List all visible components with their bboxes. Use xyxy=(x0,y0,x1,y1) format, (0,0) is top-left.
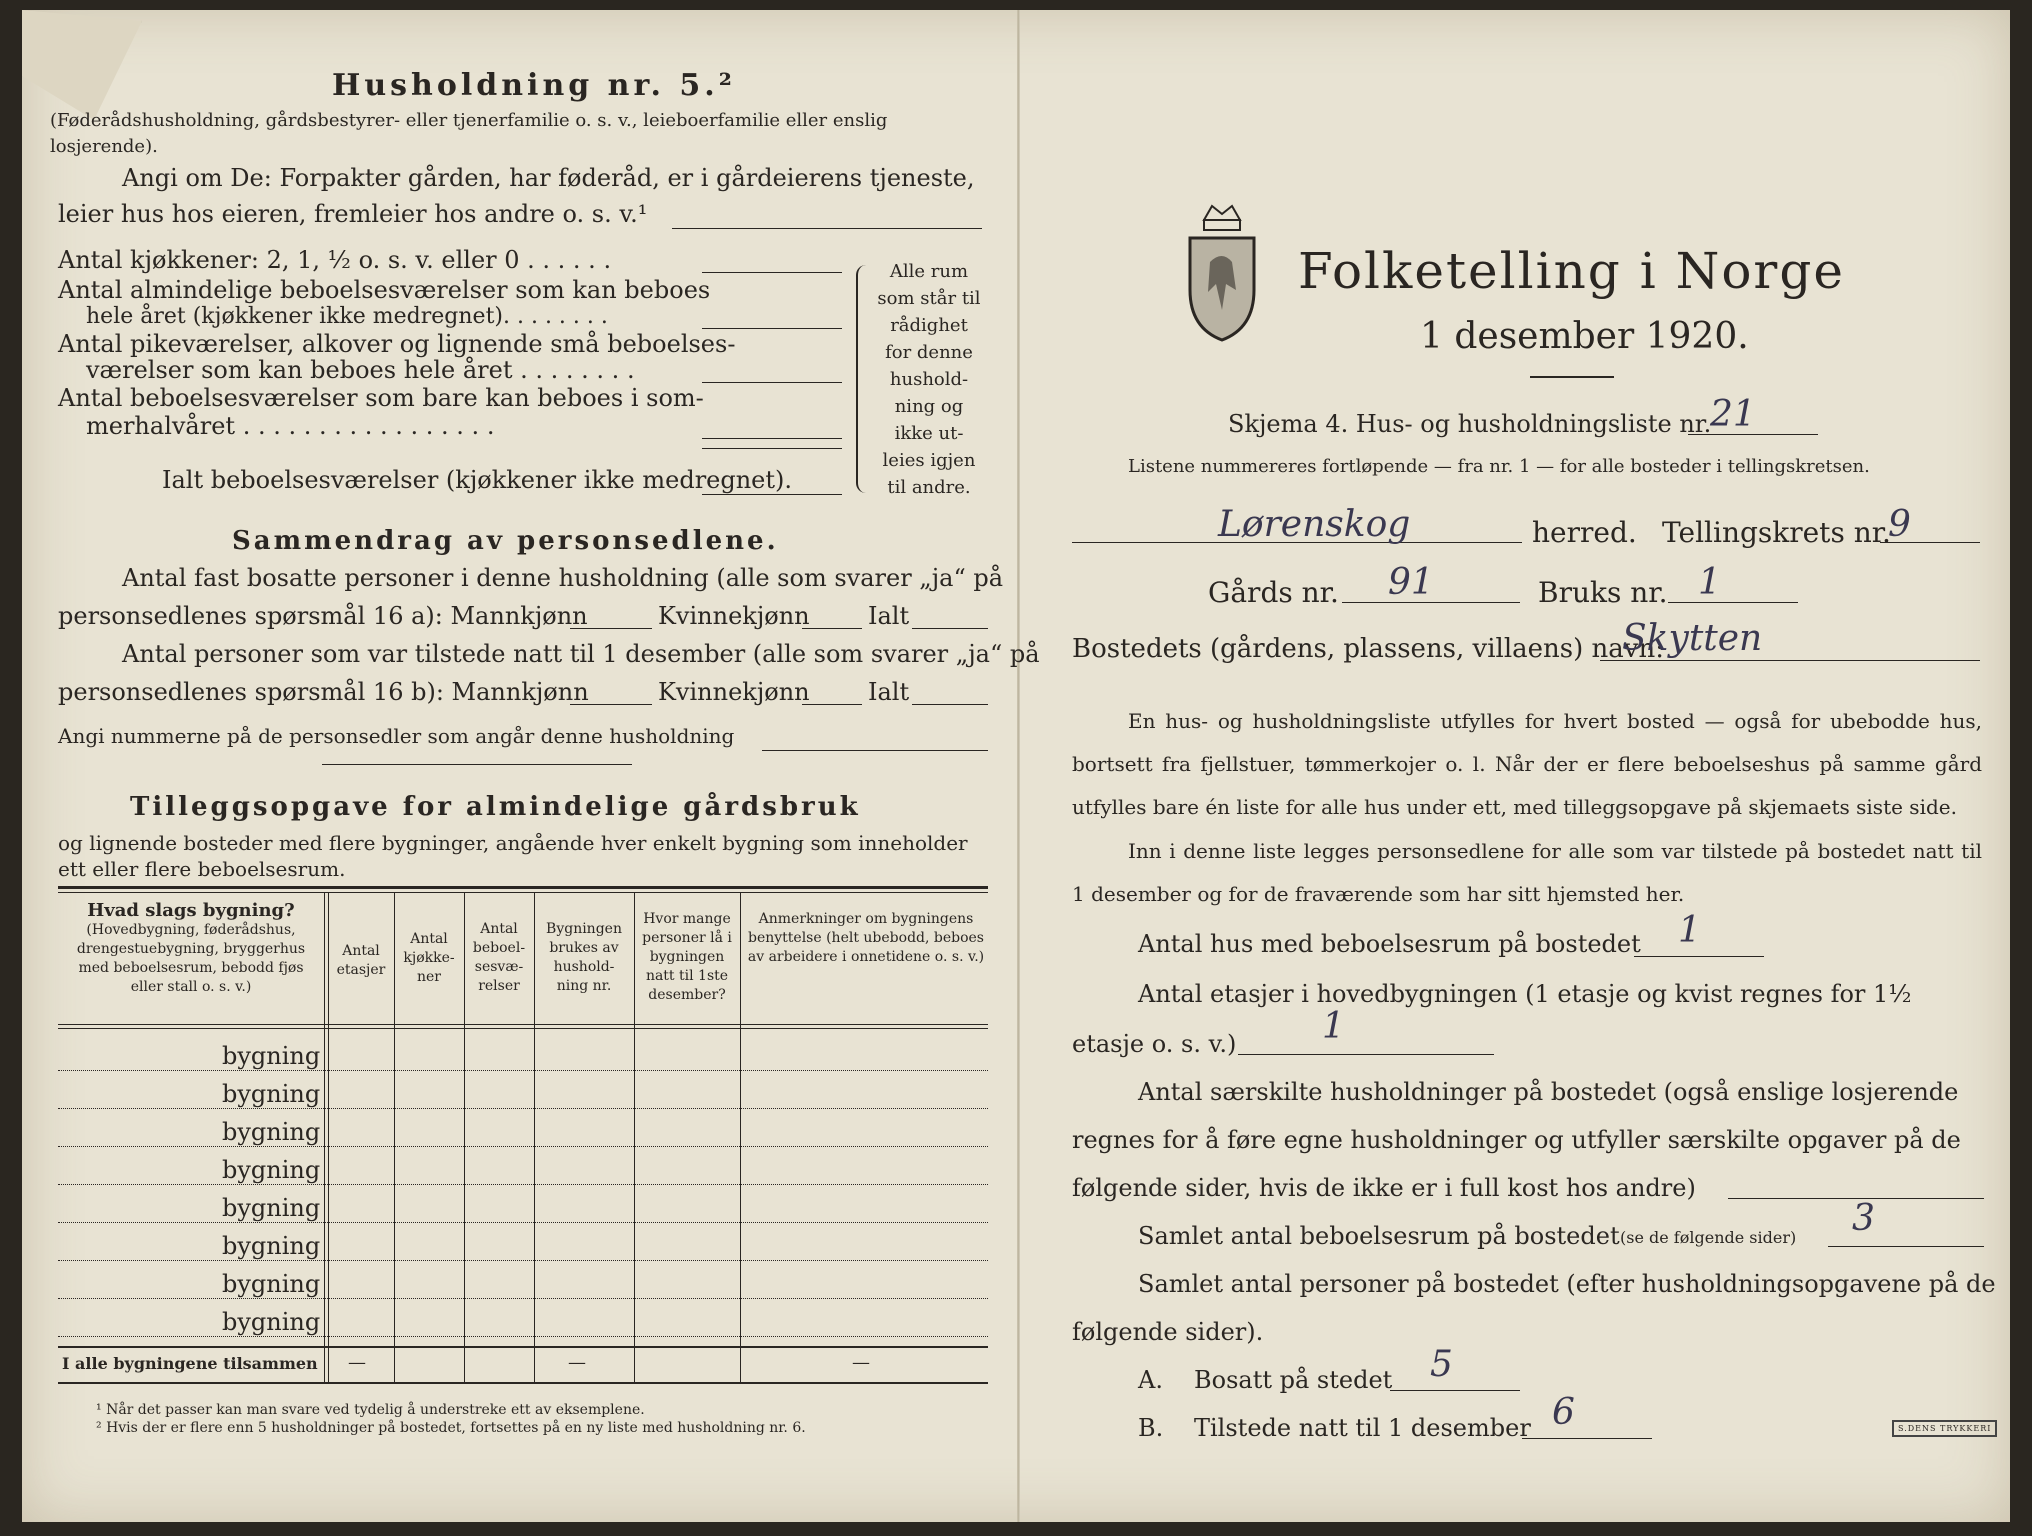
norway-coat-of-arms-icon xyxy=(1182,200,1262,354)
person-numbers-answer[interactable] xyxy=(762,750,988,751)
list-number-value[interactable]: 21 xyxy=(1710,394,1756,435)
building-row-label: bygning xyxy=(222,1118,321,1146)
footnote-1: ¹ Når det passer kan man svare ved tydelig å understreke ett av eksemplene. xyxy=(96,1402,645,1418)
col-divider xyxy=(464,892,465,1382)
summer-rooms-line2: merhalvåret . . . . . . . . . . . . . . . . . xyxy=(86,412,495,440)
summary-b-line1: Antal personer som var tilstede natt til 1 desember (alle som svarer „ja“ på xyxy=(122,640,1040,668)
summer-rooms-answer[interactable] xyxy=(702,438,842,439)
census-title: Folketelling i Norge xyxy=(1298,242,1845,300)
table-top-rule xyxy=(58,886,988,889)
summary-a-male[interactable] xyxy=(570,628,652,629)
summary-b-total-label: Ialt xyxy=(868,678,910,706)
instruction-paragraph-2: Inn i denne liste legges personsedlene for alle som var tilstede på bostedet natt til 1 desember og for de fraværende som har sitt hjemsted her. xyxy=(1072,839,1982,906)
maid-rooms-line1: Antal pikeværelser, alkover og lignende små beboelses- xyxy=(58,330,736,358)
census-date: 1 desember 1920. xyxy=(1420,316,1749,357)
col-divider xyxy=(534,892,535,1382)
present-value[interactable]: 6 xyxy=(1552,1392,1575,1433)
total-rooms-place-value[interactable]: 3 xyxy=(1852,1198,1875,1239)
household-title: Husholdning nr. 5.² xyxy=(332,68,736,103)
building-row[interactable] xyxy=(58,1222,988,1223)
summary-a-total-label: Ialt xyxy=(868,602,910,630)
household-intro: (Føderådshusholdning, gårdsbestyrer- eller tjenerfamilie o. s. v., leieboerfamilie eller enslig losjerende). xyxy=(50,110,888,157)
side-note-line: som står til xyxy=(877,288,981,309)
maid-rooms-answer[interactable] xyxy=(702,382,842,383)
municipality-label: herred. xyxy=(1532,516,1637,549)
summary-a-total[interactable] xyxy=(912,628,988,629)
total-rooms-place-label: Samlet antal beboelsesrum på bostedet xyxy=(1138,1222,1620,1250)
total-rooms-answer[interactable] xyxy=(702,494,842,495)
floors-answer-line[interactable] xyxy=(1238,1054,1494,1055)
total-rooms-label: Ialt beboelsesværelser (kjøkkener ikke medregnet). xyxy=(162,466,793,494)
col-divider xyxy=(324,892,325,1382)
building-row[interactable] xyxy=(58,1336,988,1337)
summary-b-female[interactable] xyxy=(802,704,862,705)
building-row[interactable] xyxy=(58,1108,988,1109)
brace xyxy=(856,265,868,493)
building-row-label: bygning xyxy=(222,1156,321,1184)
ordinary-rooms-answer[interactable] xyxy=(702,328,842,329)
side-note-line: til andre. xyxy=(887,477,971,498)
table-bottom-rule xyxy=(58,1382,988,1384)
houses-value[interactable]: 1 xyxy=(1678,910,1701,951)
numbering-instruction: Listene nummereres fortløpende — fra nr. 1 — for alle bosteder i tellingskretsen. xyxy=(1128,456,1870,477)
header-remarks: Anmerkninger om bygningens benyttelse (helt ubebodd, beboes av arbeidere i onnetidene o. s. v.) xyxy=(747,911,985,965)
side-note-line: leies igjen xyxy=(882,450,976,471)
municipality-value[interactable]: Lørenskog xyxy=(1218,504,1411,545)
total-rooms-place-line[interactable] xyxy=(1828,1246,1984,1247)
building-row[interactable] xyxy=(58,1146,988,1147)
floors-value[interactable]: 1 xyxy=(1322,1006,1345,1047)
side-note xyxy=(874,258,984,501)
building-row[interactable] xyxy=(58,1184,988,1185)
houses-line[interactable] xyxy=(1634,956,1764,957)
total-persons-line1: Samlet antal personer på bostedet (efter husholdningsopgavene på de xyxy=(1138,1270,1996,1298)
schema-label: Skjema 4. Hus- og husholdningsliste nr. xyxy=(1228,410,1712,438)
summary-a-female-label: Kvinnekjønn xyxy=(658,602,810,630)
side-note-line: rådighet xyxy=(890,315,968,336)
households-line1: Antal særskilte husholdninger på bostedet (også enslige losjerende xyxy=(1138,1078,1959,1106)
summer-rooms-line1: Antal beboelsesværelser som bare kan beboes i som- xyxy=(58,384,704,412)
header-floors: Antal etasjer xyxy=(336,943,386,978)
kitchens-answer[interactable] xyxy=(702,272,842,273)
summary-a-line2: personsedlenes spørsmål 16 a): Mannkjønn xyxy=(58,602,588,630)
total-household: — xyxy=(568,1352,586,1373)
angi-line1: Angi om De: Forpakter gården, har føderåd, er i gårdeierens tjeneste, xyxy=(122,164,975,192)
header-building-type-title: Hvad slags bygning? xyxy=(87,900,295,921)
summary-b-total[interactable] xyxy=(912,704,988,705)
header-household-no: Bygningen brukes av hushold- ning nr. xyxy=(546,921,622,994)
holding-no-label: Bruks nr. xyxy=(1538,576,1668,609)
resident-value[interactable]: 5 xyxy=(1430,1344,1453,1385)
col-divider xyxy=(740,892,741,1382)
page-fold xyxy=(1017,10,1020,1522)
maid-rooms-line2: værelser som kan beboes hele året . . . . . . . . xyxy=(86,356,635,384)
sum-separator xyxy=(702,448,842,449)
floors-line2: etasje o. s. v.) xyxy=(1072,1030,1237,1058)
printer-stamp: S.DENS TRYKKERI xyxy=(1892,1420,1997,1437)
farm-no-label: Gårds nr. xyxy=(1208,576,1339,609)
footnote-2: ² Hvis der er flere enn 5 husholdninger på bostedet, fortsettes på en ny liste med husholdning nr. 6. xyxy=(96,1420,806,1436)
table-header-rule xyxy=(58,1024,988,1025)
resident-letter: A. xyxy=(1138,1366,1163,1394)
table-header-rule-2 xyxy=(58,1028,988,1029)
table-total-rule xyxy=(58,1346,988,1348)
divider xyxy=(322,764,632,765)
census-sheet xyxy=(22,10,2010,1522)
angi-line2: leier hus hos eieren, fremleier hos andre o. s. v.¹ xyxy=(58,200,648,228)
present-line[interactable] xyxy=(1522,1438,1652,1439)
col-divider xyxy=(634,892,635,1382)
header-rooms: Antal beboel- sesvæ- relser xyxy=(472,921,526,994)
building-row-label: bygning xyxy=(222,1042,321,1070)
total-rooms-place-note: (se de følgende sider) xyxy=(1620,1228,1797,1247)
resident-line[interactable] xyxy=(1390,1390,1520,1391)
building-row-label: bygning xyxy=(222,1080,321,1108)
holding-no-value[interactable]: 1 xyxy=(1698,562,1721,603)
place-name-label: Bostedets (gårdens, plassens, villaens) navn: xyxy=(1072,634,1664,664)
houses-label: Antal hus med beboelsesrum på bostedet xyxy=(1138,930,1641,958)
side-note-line: for denne xyxy=(885,342,973,363)
kitchens-label: Antal kjøkkener: 2, 1, ½ o. s. v. eller 0 . . . . . . xyxy=(58,246,612,274)
farm-no-value[interactable]: 91 xyxy=(1388,562,1434,603)
summary-b-male[interactable] xyxy=(570,704,652,705)
households-line3: følgende sider, hvis de ikke er i full kost hos andre) xyxy=(1072,1174,1696,1202)
building-row[interactable] xyxy=(58,1298,988,1299)
angi-answer-line[interactable] xyxy=(672,228,982,229)
left-page xyxy=(22,10,1040,1522)
side-note-line: hushold- xyxy=(889,369,969,390)
place-name-line[interactable] xyxy=(1600,660,1980,661)
building-row-label: bygning xyxy=(222,1308,321,1336)
resident-label: Bosatt på stedet xyxy=(1194,1366,1393,1394)
col-divider xyxy=(328,892,329,1382)
header-building-type xyxy=(62,900,320,997)
supplement-title: Tilleggsopgave for almindelige gårdsbruk xyxy=(130,792,861,822)
summary-title: Sammendrag av personsedlene. xyxy=(232,526,779,556)
summary-a-line1: Antal fast bosatte personer i denne husholdning (alle som svarer „ja“ på xyxy=(122,564,1004,592)
header-building-type-note: (Hovedbygning, føderådshus, drengestuebygning, bryggerhus med beboelsesrum, bebodd fjøs eller stall o. s. v.) xyxy=(76,922,306,995)
side-note-line: ikke ut- xyxy=(894,423,964,444)
side-note-line: ning og xyxy=(894,396,964,417)
total-remarks: — xyxy=(852,1352,870,1373)
summary-b-line2: personsedlenes spørsmål 16 b): Mannkjønn xyxy=(58,678,589,706)
district-value[interactable]: 9 xyxy=(1888,504,1911,545)
households-line2: regnes for å føre egne husholdninger og utfyller særskilte opgaver på de xyxy=(1072,1126,1961,1154)
building-row-label: bygning xyxy=(222,1194,321,1222)
col-divider xyxy=(394,892,395,1382)
person-numbers-label: Angi nummerne på de personsedler som angår denne husholdning xyxy=(58,724,735,748)
present-label: Tilstede natt til 1 desember xyxy=(1194,1414,1531,1442)
header-persons: Hvor mange personer lå i bygningen natt til 1ste desember? xyxy=(642,911,732,1003)
table-top-rule-2 xyxy=(58,892,988,893)
instruction-paragraph-1: En hus- og husholdningsliste utfylles for hvert bosted — også for ubebodde hus, bortsett fra fjellstuer, tømmerkojer o. l. Når der er flere beboelseshus på samme gård utfylles bare én liste for alle hus under ett, med tilleggsopgave på skjemaets siste side. xyxy=(1072,709,1982,819)
ordinary-rooms-line1: Antal almindelige beboelsesværelser som kan beboes xyxy=(58,276,711,304)
total-row-label: I alle bygningene tilsammen xyxy=(62,1354,318,1373)
present-letter: B. xyxy=(1138,1414,1164,1442)
title-rule xyxy=(1530,376,1614,378)
summary-b-female-label: Kvinnekjønn xyxy=(658,678,810,706)
place-name-value[interactable]: Skytten xyxy=(1622,618,1763,659)
right-page xyxy=(1022,10,2010,1522)
floors-line1: Antal etasjer i hovedbygningen (1 etasje og kvist regnes for 1½ xyxy=(1138,980,1912,1008)
holding-no-line[interactable] xyxy=(1668,602,1798,603)
building-row-label: bygning xyxy=(222,1270,321,1298)
header-kitchens: Antal kjøkke- ner xyxy=(403,931,455,985)
building-row-label: bygning xyxy=(222,1232,321,1260)
ordinary-rooms-line2: hele året (kjøkkener ikke medregnet). . . . . . . . xyxy=(86,304,608,329)
building-row[interactable] xyxy=(58,1260,988,1261)
supplement-subtitle: og lignende bosteder med flere bygninger, angående hver enkelt bygning som inneholder ett eller flere beboelsesrum. xyxy=(58,831,968,881)
total-floors: — xyxy=(348,1352,366,1373)
total-persons-line2: følgende sider). xyxy=(1072,1318,1264,1346)
summary-a-female[interactable] xyxy=(802,628,862,629)
side-note-line: Alle rum xyxy=(889,261,969,282)
building-row[interactable] xyxy=(58,1070,988,1071)
district-label: Tellingskrets nr. xyxy=(1662,516,1891,549)
